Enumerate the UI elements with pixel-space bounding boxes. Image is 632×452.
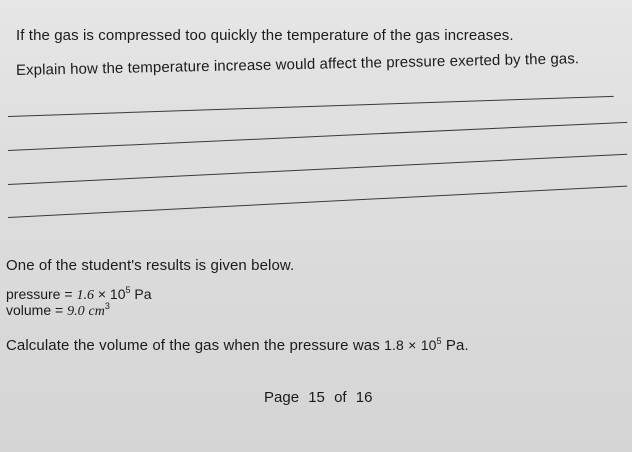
answer-line[interactable] — [8, 186, 627, 218]
equals-sign: = — [64, 286, 73, 302]
total-page-number: 16 — [355, 389, 373, 406]
pressure-base: 10 — [109, 286, 126, 302]
volume-label: volume — [6, 302, 52, 318]
pressure-label: pressure — [6, 286, 61, 302]
results-intro: One of the student's results is given below. — [6, 257, 295, 274]
calculation-text: Calculate the volume of the gas when the pressure was — [6, 337, 380, 354]
calculation-mantissa: 1.8 — [384, 337, 404, 353]
pressure-exponent: 5 — [125, 285, 131, 295]
times-sign: × — [408, 337, 417, 353]
answer-line[interactable] — [8, 96, 614, 117]
volume-result — [6, 302, 110, 320]
calculation-unit: Pa. — [445, 337, 469, 354]
volume-value: 9.0 — [67, 304, 85, 319]
pressure-unit: Pa — [134, 286, 152, 302]
page-footer — [264, 389, 377, 406]
pressure-mantissa: 1.6 — [76, 288, 94, 303]
answer-line[interactable] — [8, 154, 627, 185]
question-statement: If the gas is compressed too quickly the temperature of the gas increases. — [16, 27, 514, 44]
calculation-exponent: 5 — [436, 336, 442, 346]
calculation-base: 10 — [420, 337, 437, 353]
page-word: Page — [264, 389, 300, 406]
times-sign: × — [97, 286, 107, 302]
volume-unit-exponent: 3 — [104, 301, 110, 311]
equals-sign: = — [55, 302, 64, 318]
calculation-prompt — [6, 336, 469, 355]
of-word: of — [334, 389, 347, 406]
answer-line[interactable] — [8, 122, 627, 151]
current-page-number: 15 — [308, 389, 325, 406]
question-prompt: Explain how the temperature increase would affect the pressure exerted by the gas. — [15, 50, 580, 79]
volume-unit: cm — [88, 304, 105, 319]
